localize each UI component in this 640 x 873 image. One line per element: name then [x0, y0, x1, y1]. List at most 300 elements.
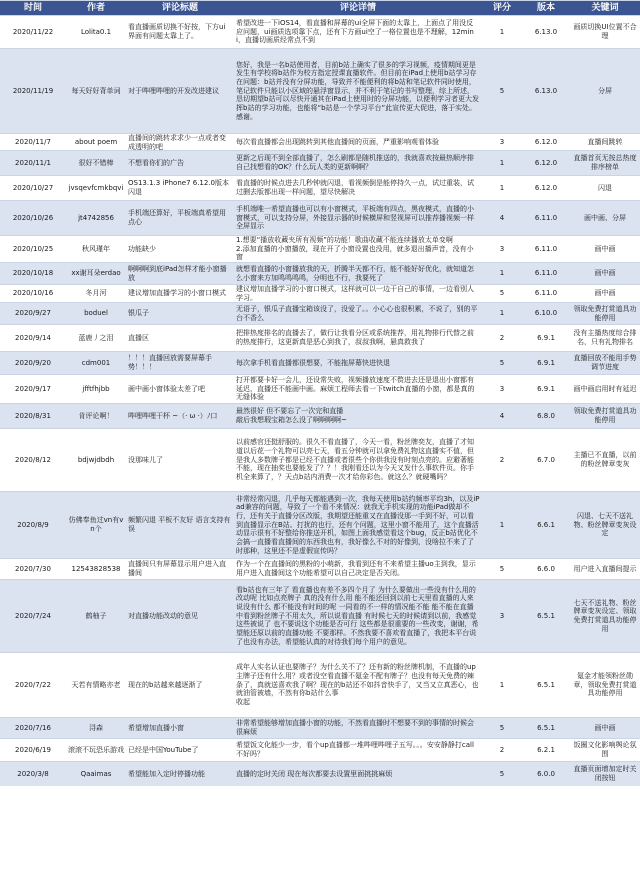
table-row	[0, 404, 640, 429]
review-time-text: 2020/8/12	[15, 455, 51, 464]
review-version	[522, 375, 570, 404]
review-time-text: 2020/9/27	[15, 309, 51, 318]
review-keyword-text: 分屏	[598, 86, 612, 95]
review-keyword-text: 直播首页无按总热度排序榜单	[573, 154, 637, 171]
review-author	[66, 718, 126, 739]
review-keyword	[570, 151, 640, 176]
review-version-text: 6.11.0	[534, 269, 558, 278]
review-version-text: 6.12.0	[534, 183, 558, 192]
review-score	[482, 653, 522, 718]
review-version-text: 6.6.1	[537, 520, 555, 529]
review-version	[522, 429, 570, 492]
review-title-text: OS13.1.3 iPhone7 6.12.0版本闪退	[128, 179, 230, 196]
review-detail-text: 希望改进一下iOS14，看直播和屏幕的ui全屏下面的太靠上，上面点了用没反应问题，ui画质选项靠下点，还有下方画ui空了一格位置也是不理解，12mini，直播切画质经常点不到	[236, 18, 474, 45]
review-score	[482, 176, 522, 201]
review-score-text: 3	[499, 611, 505, 620]
review-keyword-text: 用户进入直播间提示	[573, 564, 637, 573]
review-keyword-text: 画中画启用时有延迟	[573, 384, 637, 393]
review-time	[0, 285, 66, 303]
review-time-text: 2020/8/31	[15, 411, 51, 420]
table-row	[0, 375, 640, 404]
review-title-text: ！！！直播回放需要屏幕手势！！！	[128, 354, 212, 371]
review-keyword	[570, 285, 640, 303]
review-title	[126, 739, 234, 762]
review-author-text: jvsqevfcmkbqvi	[68, 183, 124, 192]
review-detail	[234, 285, 482, 303]
review-version	[522, 492, 570, 559]
review-detail-text: 每次看直播都会出现跳转到其他直播间的页面，严重影响观看体验	[236, 137, 439, 146]
review-author	[66, 739, 126, 762]
review-keyword-text: 领取免费打赏道具功能停用	[573, 304, 637, 322]
review-time	[0, 718, 66, 739]
review-keyword-text: 直播回放不能用手势调节进度	[573, 354, 637, 371]
review-version	[522, 739, 570, 762]
table-row	[0, 16, 640, 49]
review-author	[66, 134, 126, 151]
review-score	[482, 404, 522, 429]
review-time	[0, 404, 66, 429]
review-score	[482, 352, 522, 375]
review-score	[482, 325, 522, 352]
review-keyword-text: 画中画、分屏	[584, 213, 626, 222]
review-version	[522, 49, 570, 134]
review-detail-text: 手机端唯一希望直播也可以有小窗模式，平板端有四点，黑夜模式，直播的小窗模式，可以支持分屏，外接显示器的时候横屏和竖视屏可以推荐播视频一样全屏显示	[236, 204, 474, 231]
review-version-text: 6.9.1	[537, 333, 555, 342]
review-detail-text: 每次拿手机看直播都很想要，不能拖屏幕快进快退	[236, 358, 390, 367]
review-score-text: 1	[499, 520, 505, 529]
review-detail-text: 1.想要“播放收藏夹所有视频”的功能！歌曲收藏不能连续播放太单变啊 2.添加直播的小窗播放，现在开了小窗设置也没用，就多退出播声音，没有小窗	[236, 236, 474, 262]
review-detail-text: 无语子，银瓜子直播宝箱该没了，没爱了。。小心心也很积累，不说了，别的平台不香么	[236, 304, 478, 322]
review-score-text: 5	[499, 564, 505, 573]
review-keyword-text: 画质切换UI位置不合理	[573, 23, 637, 40]
col-header-title: 评论标题	[126, 1, 234, 16]
review-keyword-text: 直播间跳转	[587, 137, 623, 146]
review-detail	[234, 404, 482, 429]
review-detail	[234, 201, 482, 236]
table-row	[0, 739, 640, 762]
review-detail-text: 就想看直播的小窗播放我的天，折腾半天都不行，能不能好好优化，就知道怎么小窗来方加鸣鸣鸣鸣，分明也不行，我要死了	[236, 264, 474, 282]
review-time-text: 2020/10/18	[12, 269, 54, 278]
review-score	[482, 285, 522, 303]
review-version-text: 6.10.0	[534, 309, 558, 318]
review-time-text: 2020/7/24	[15, 611, 51, 620]
review-version	[522, 176, 570, 201]
review-time	[0, 429, 66, 492]
review-version	[522, 134, 570, 151]
table-row	[0, 236, 640, 263]
review-author-text: boduel	[84, 309, 108, 318]
review-author	[66, 653, 126, 718]
review-author-text: 每天好好背单词	[71, 86, 121, 95]
review-author	[66, 325, 126, 352]
review-keyword	[570, 201, 640, 236]
review-title	[126, 559, 234, 580]
review-keyword	[570, 236, 640, 263]
review-detail-text: 看b站也有三年了 看直播也有差不多四个月了 为什么要做出一些没有什么用的改动呢 比如点亮牌子 真的没有什么用 能不能还回到以前七天里看直播的人来说没有什么 都不能没有时间的呢 一同看的不一样的情况能不能 能不能在直播中看到粉丝牌子不用太久，所以说看直播 有时候七天的时候请到以前，我感觉这些被说了 也不要说这个功能是否可行 这些都是很重要的一些改变，谢谢，希望能还原以前的直播功能 不要那样。不然我要不喜欢看直播了，我把本平台说了也没有办法，希望能认真的对待我们每个用户的意见。	[236, 585, 479, 646]
review-author	[66, 303, 126, 325]
review-title-text: 不想看你们的广告	[128, 158, 184, 167]
review-score-text: 1	[499, 309, 505, 318]
review-version-text: 6.5.1	[537, 680, 555, 689]
review-time	[0, 739, 66, 762]
review-detail	[234, 134, 482, 151]
review-keyword	[570, 16, 640, 49]
review-title-text: 已经是中国YouTube了	[128, 745, 199, 754]
review-author-text: 很好不错棒	[78, 158, 114, 167]
review-score	[482, 263, 522, 285]
review-version-text: 6.11.0	[534, 289, 558, 298]
review-detail	[234, 762, 482, 787]
review-detail	[234, 653, 482, 718]
review-score	[482, 739, 522, 762]
table-row	[0, 303, 640, 325]
table-row	[0, 285, 640, 303]
review-title-text: 看直播画质切换不好按，下方ui界面有问题太靠上了。	[128, 23, 226, 40]
review-keyword-text: 画中画	[594, 244, 616, 253]
review-detail-text: 打开都要卡好一会儿，还设常失败，视频播放速度不赘进去还是退出小窗都有延迟，直播还不能画中画。麻烦工程师去看一下twitch直播的小窗，都是真的无缝体验	[236, 375, 475, 402]
review-version	[522, 404, 570, 429]
review-score	[482, 16, 522, 49]
review-title-text: 直播间的跳转求求少一点或者变成透明的吧	[128, 134, 226, 150]
review-title-text: 啊啊啊到底iPad怎样才能小窗播放	[128, 264, 227, 282]
review-author-text: 天若有情略亦老	[71, 680, 121, 689]
review-title-text: 对于哔哩哔哩的开发改进建议	[128, 86, 219, 95]
review-score	[482, 580, 522, 653]
review-version-text: 6.12.0	[534, 137, 558, 146]
col-header-detail: 评论详情	[234, 1, 482, 16]
review-detail-text: 成年人实名认证也要牌子？为什么关不了？还有新的粉丝牌机制，不直播的up主牌子还有什么用？或者没空看直播不氪金不配有牌子？也没有每天免费的辣条了，真就送喜欢我了啊？现在的b站还不如抖音快手了，又当又立真恶心，也就油管被墙，不然有你b站什么事 收起	[236, 663, 479, 707]
review-score	[482, 492, 522, 559]
review-time-text: 2020/3/8	[17, 769, 49, 778]
review-version-text: 6.8.0	[537, 411, 555, 420]
review-time-text: 2020/7/16	[15, 723, 51, 732]
review-author-text: about poem	[74, 137, 118, 146]
review-keyword-text: 画中画	[594, 289, 616, 298]
table-row	[0, 176, 640, 201]
review-author-text: 秋风瑾年	[82, 244, 110, 253]
review-version	[522, 16, 570, 49]
review-title-text: 建议增加直播学习的小窗口模式	[128, 289, 226, 298]
review-time-text: 2020/9/14	[15, 333, 51, 342]
review-author	[66, 580, 126, 653]
review-author-text: 鹤柚子	[85, 611, 107, 620]
review-score	[482, 375, 522, 404]
review-title	[126, 303, 234, 325]
review-detail-text: 最然很好 但不要忘了一次完和直播 敲后我想瑕宝箱怎么没了啊啊啊啊~	[236, 407, 347, 424]
review-keyword	[570, 429, 640, 492]
review-keyword	[570, 559, 640, 580]
table-row	[0, 352, 640, 375]
review-author-text: Qaaimas	[80, 769, 112, 778]
table-row	[0, 653, 640, 718]
review-time-text: 2020/11/1	[15, 158, 51, 167]
review-author-text: 滚滚不玩恐乐游戏	[68, 745, 124, 754]
review-author	[66, 375, 126, 404]
review-version	[522, 325, 570, 352]
review-version-text: 6.2.1	[537, 745, 555, 754]
review-version-text: 6.11.0	[534, 213, 558, 222]
review-score-text: 1	[499, 183, 505, 192]
review-version-text: 6.11.0	[534, 244, 558, 253]
review-keyword	[570, 134, 640, 151]
table-row	[0, 263, 640, 285]
review-score	[482, 151, 522, 176]
review-detail-text: 作为一个在直播间的黑粉的小萌新，我看到还有不来希望主播uo主到我，显示用户进入直播间这个功能希望可以自己决定是否关闭。	[236, 560, 476, 577]
review-author	[66, 762, 126, 787]
review-version-text: 6.9.1	[537, 358, 555, 367]
review-detail	[234, 580, 482, 653]
table-row	[0, 325, 640, 352]
review-title	[126, 580, 234, 653]
review-title-text: 现在的b站越来越逐渐了	[128, 680, 203, 689]
review-keyword-text: 没有主播热度综合排名，只有礼物排名	[573, 329, 637, 346]
review-version	[522, 263, 570, 285]
review-author	[66, 176, 126, 201]
review-detail	[234, 492, 482, 559]
review-score-text: 5	[499, 723, 505, 732]
review-score	[482, 236, 522, 263]
review-author-text: cdm001	[81, 358, 111, 367]
review-version	[522, 236, 570, 263]
review-keyword-text: 七天不送礼物、粉丝牌章变灰设定、领取免费打赏道具功能停用	[573, 598, 637, 633]
review-version	[522, 285, 570, 303]
review-keyword	[570, 739, 640, 762]
review-version-text: 6.5.1	[537, 723, 555, 732]
review-author-text: 浔森	[89, 723, 103, 732]
review-time	[0, 325, 66, 352]
review-keyword	[570, 718, 640, 739]
review-detail	[234, 718, 482, 739]
review-keyword	[570, 176, 640, 201]
review-time-text: 2020/6/19	[15, 745, 51, 754]
review-time	[0, 201, 66, 236]
review-author	[66, 285, 126, 303]
review-detail-text: 把排热度排名的直播去了，做行让我看分区或系统推荐，用礼物排行代替之前的热度排行，这更新真是恶心到我了，叔叔我啊，悬真救我了	[236, 329, 474, 346]
review-version	[522, 653, 570, 718]
review-score-text: 2	[499, 745, 505, 754]
review-version-text: 6.7.0	[537, 455, 555, 464]
review-detail	[234, 176, 482, 201]
review-detail-text: 非常希望能够增加直播小窗的功能，不然看直播时不想要不到的事情的时候会很麻烦	[236, 719, 474, 736]
review-title-text: 没那味儿了	[128, 455, 163, 464]
review-keyword-text: 画中画	[594, 269, 616, 278]
review-title	[126, 718, 234, 739]
review-title	[126, 375, 234, 404]
review-score-text: 4	[499, 213, 505, 222]
review-score-text: 5	[499, 289, 505, 298]
table-row	[0, 492, 640, 559]
review-author	[66, 236, 126, 263]
review-detail	[234, 429, 482, 492]
review-score-text: 3	[499, 384, 505, 393]
review-author-text: Lolita0.1	[80, 27, 112, 36]
review-keyword	[570, 653, 640, 718]
review-title-text: 直播间只有屏幕显示用户进入直播间	[128, 560, 226, 577]
review-author-text: jt4742856	[78, 213, 114, 222]
review-time	[0, 352, 66, 375]
review-time	[0, 134, 66, 151]
table-row	[0, 49, 640, 134]
review-score-text: 5	[499, 769, 505, 778]
review-keyword-text: 直播页面增加定时关闭按钮	[573, 765, 637, 782]
review-version	[522, 559, 570, 580]
review-time	[0, 375, 66, 404]
review-time-text: 2020/11/19	[12, 86, 54, 95]
review-author-text: 蓝鹿丿之泪	[78, 333, 114, 342]
review-title-text: 对直播功能改动的意见	[128, 611, 198, 620]
review-detail-text: 希望饭文化能少一步，看个up直播都一堆哔哩哔哩子五写。。。安安静静打call不好吗？	[236, 741, 474, 758]
review-author	[66, 404, 126, 429]
review-keyword	[570, 404, 640, 429]
review-keyword	[570, 49, 640, 134]
review-score	[482, 559, 522, 580]
review-author	[66, 201, 126, 236]
review-keyword	[570, 263, 640, 285]
review-author-text: 仿佛奉鱼过vn有vn个	[68, 516, 124, 533]
review-keyword	[570, 375, 640, 404]
table-row	[0, 201, 640, 236]
review-keyword	[570, 762, 640, 787]
review-keyword	[570, 492, 640, 559]
review-detail-text: 非常经常闪退，几乎每天都能遇到一次，我每天使用b站约频率平均3h，以及iPad兼容的问题，导致了一个看不来情况：就我无手机实现的功能iPad做却不行，还有关于直播分区改版，我期望还能重又在直播没那一手到不好，可以看到直播显示在B站。打扰的也行，还有个问题，这里小窗不能用了，这个直播活动显示很有不好整给你推送开机，如图上面我感觉看这个bug，反正b站优化不会搞一直播看直播间的东西我也有，我好像么不对的好像到，没啥拉不来了了时那种，这里还不是虚假宣传吗？	[236, 494, 480, 555]
review-score	[482, 718, 522, 739]
review-keyword	[570, 352, 640, 375]
review-score-text: 1	[499, 680, 505, 689]
table-row	[0, 559, 640, 580]
review-detail-text: 看直播的时候点进去几秒钟就闪退，看视频倒是能停持久一点，试过重装，试过删去版都出现一样问题，望尽快解决	[236, 179, 474, 196]
review-time	[0, 151, 66, 176]
review-time-text: 2020/10/25	[12, 244, 54, 253]
review-score-text: 4	[499, 411, 505, 420]
review-author-text: 冬月河	[85, 289, 107, 298]
header-row	[0, 1, 640, 16]
review-title-text: 希望增加直播小窗	[128, 723, 184, 732]
review-title	[126, 285, 234, 303]
col-header-author: 作者	[66, 1, 126, 16]
table-row	[0, 151, 640, 176]
review-time-text: 2020/10/16	[12, 289, 54, 298]
review-title	[126, 325, 234, 352]
review-score-text: 5	[499, 358, 505, 367]
review-detail-text: 您好，我是一名b站使用者，目前b站上确实了很多的学习视频，疫情期间更是发生有学校将b站作为校方指定授课直播软件。但目前在iPad上使用b站学习存在问题：b站并没有分屏功能，导致并不能便利的将b站和笔记软件同时使用，笔记软件只能以小区域的悬浮窗显示，并不利于笔记的书写整理，综上所述，恳切期望b站可以尽快开通其在iPad上使用时的分屏功能，以便利学习者更大发挥b站的学习功能，也能将“b站是一个学习平台”此宣传更大促进，落于实处。感谢。	[236, 60, 480, 121]
review-score-text: 1	[499, 27, 505, 36]
review-detail-text: 建议增加直播学习的小窗口模式，这样就可以一边干自己的事情，一边看别人学习。	[236, 285, 474, 302]
review-title	[126, 263, 234, 285]
col-header-version: 版本	[522, 1, 570, 16]
review-version-text: 6.0.0	[537, 769, 555, 778]
review-detail	[234, 303, 482, 325]
review-title	[126, 16, 234, 49]
review-score	[482, 762, 522, 787]
review-title	[126, 201, 234, 236]
review-title-text: 功能缺少	[128, 244, 156, 253]
col-header-keyword: 关键词	[570, 1, 640, 16]
review-detail	[234, 325, 482, 352]
table-row	[0, 134, 640, 151]
review-keyword	[570, 303, 640, 325]
review-time	[0, 303, 66, 325]
review-version	[522, 303, 570, 325]
review-time	[0, 492, 66, 559]
review-time-text: 2020/10/27	[12, 183, 54, 192]
review-keyword	[570, 325, 640, 352]
review-score-text: 3	[499, 244, 505, 253]
table-row	[0, 762, 640, 787]
table-row	[0, 580, 640, 653]
review-time	[0, 653, 66, 718]
review-author	[66, 352, 126, 375]
review-version	[522, 762, 570, 787]
review-score	[482, 303, 522, 325]
review-version-text: 6.12.0	[534, 158, 558, 167]
review-detail	[234, 151, 482, 176]
review-time	[0, 559, 66, 580]
review-title	[126, 404, 234, 429]
review-detail	[234, 16, 482, 49]
col-header-time: 时间	[0, 1, 66, 16]
review-version-text: 6.5.1	[537, 611, 555, 620]
review-version-text: 6.9.1	[537, 384, 555, 393]
review-time	[0, 176, 66, 201]
review-title-text: 频繁闪退 平板不友好 语言支持有误	[128, 516, 231, 533]
review-time	[0, 16, 66, 49]
review-title	[126, 653, 234, 718]
review-keyword-text: 领取免费打赏道具功能停用	[573, 407, 637, 424]
review-author-text: xx谢耳朵erdao	[71, 269, 121, 278]
review-title-text: 希望能加入定时停播功能	[128, 769, 205, 778]
review-detail-text: 更新之后现不到全部直播了，怎么刷都是随机推送的，我就喜欢按最热顺序排自己找想看的OK？什么玩人类的更新啊啊？	[236, 154, 474, 171]
review-version	[522, 718, 570, 739]
review-detail	[234, 49, 482, 134]
review-time	[0, 263, 66, 285]
review-keyword-text: 闪退	[598, 183, 612, 192]
review-title-text: 手机端还算好，平板端真希望用点心	[128, 209, 226, 226]
review-author-text: jfftfhjbb	[82, 384, 110, 393]
review-time-text: 2020/11/22	[12, 27, 54, 36]
review-author	[66, 559, 126, 580]
review-detail	[234, 375, 482, 404]
review-keyword-text: 主播已不直播，以前的粉丝牌章变灰	[573, 451, 637, 468]
review-detail	[234, 559, 482, 580]
review-author	[66, 49, 126, 134]
review-detail	[234, 263, 482, 285]
review-author-text: bdjwjdbdh	[77, 455, 115, 464]
review-title	[126, 492, 234, 559]
review-title	[126, 151, 234, 176]
review-time-text: 2020/7/22	[15, 680, 51, 689]
review-keyword-text: 氪金才能领粉丝勋章，领取免费打赏道具功能停用	[573, 671, 637, 698]
review-detail	[234, 352, 482, 375]
review-version	[522, 580, 570, 653]
review-version-text: 6.6.0	[537, 564, 555, 573]
review-title-text: 银瓜子	[128, 309, 149, 318]
review-score	[482, 429, 522, 492]
review-keyword	[570, 580, 640, 653]
review-author	[66, 16, 126, 49]
review-detail	[234, 236, 482, 263]
review-time-text: 2020/9/20	[15, 358, 51, 367]
review-version	[522, 352, 570, 375]
review-score	[482, 134, 522, 151]
review-version	[522, 201, 570, 236]
review-score	[482, 49, 522, 134]
col-header-score: 评分	[482, 1, 522, 16]
review-time-text: 2020/11/7	[15, 137, 51, 146]
review-score-text: 3	[499, 137, 505, 146]
review-keyword-text: 画中画	[594, 723, 616, 732]
review-author-text: 肯评论啊！	[78, 411, 114, 420]
review-time	[0, 580, 66, 653]
